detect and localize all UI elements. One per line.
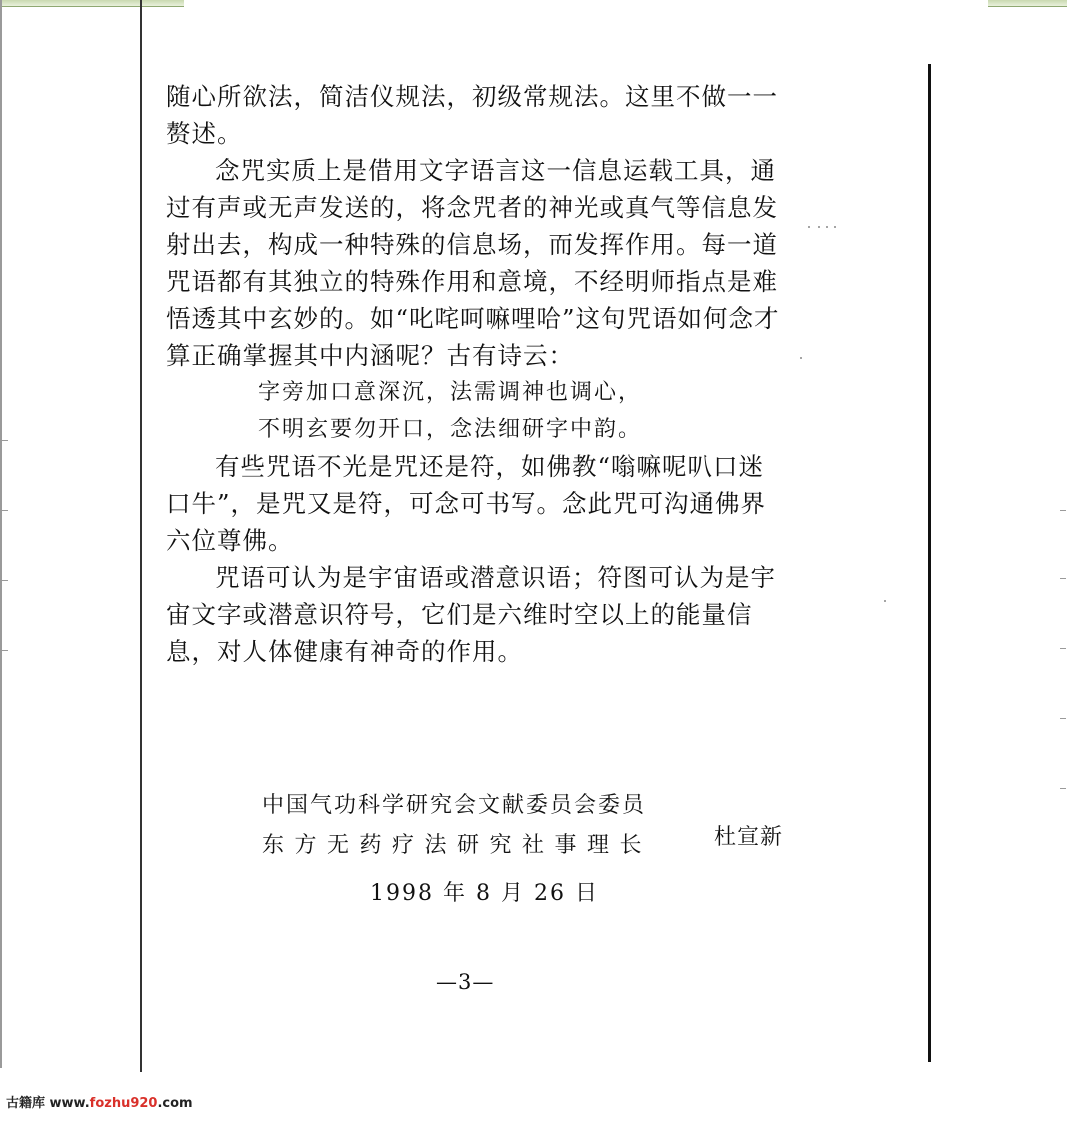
scan-speck (818, 226, 820, 228)
scan-speck (884, 600, 886, 602)
edge-tick (1060, 788, 1066, 789)
poem-line-1: 字旁加口意深沉，法需调神也调心， (258, 380, 643, 405)
scan-top-left-edge (0, 0, 184, 7)
paragraph-intro: 随心所欲法，简洁仪规法，初级常规法。这里不做一一赘述。 (166, 82, 778, 148)
edge-tick (1060, 648, 1066, 649)
scan-left-border (0, 0, 2, 1068)
scan-speck (834, 226, 836, 228)
edge-tick (2, 650, 8, 651)
page-left-rule (140, 0, 142, 1072)
edge-tick (2, 510, 8, 511)
edge-tick (1060, 510, 1066, 511)
scan-speck (826, 226, 828, 228)
page-number: —3— (436, 970, 495, 994)
scan-speck (800, 357, 802, 359)
edge-tick (2, 580, 8, 581)
poem-line-2: 不明玄要勿开口，念法细研字中韵。 (258, 417, 643, 442)
edge-tick (1060, 578, 1066, 579)
edge-tick (1060, 718, 1066, 719)
watermark-prefix: 古籍库 www. (6, 1096, 90, 1111)
paragraph-cosmic-language: 咒语可认为是宇宙语或潜意识语；符图可认为是宇宙文字或潜意识符号，它们是六维时空以上的能量信息，对人体健康有神奇的作用。 (166, 563, 776, 666)
signature-date: 1998 年 8 月 26 日 (370, 881, 599, 906)
signature-author-name: 杜宣新 (714, 825, 784, 850)
watermark-accent: fozhu920 (89, 1096, 158, 1111)
signature-title-1: 中国气功科学研究会文献委员会委员 (262, 793, 647, 818)
signature-title-2: 东方无药疗法研究社事理长 (262, 833, 653, 858)
scan-speck (808, 226, 810, 228)
page-body (166, 78, 786, 670)
scan-top-right-edge (988, 0, 1067, 7)
page-right-rule (928, 64, 931, 1062)
paragraph-mantra-talisman: 有些咒语不光是咒还是符，如佛教“嗡嘛呢叭口迷口牛”，是咒又是符，可念可书写。念此咒可沟通佛界六位尊佛。 (166, 452, 767, 555)
edge-tick (2, 440, 8, 441)
paragraph-mantra-nature: 念咒实质上是借用文字语言这一信息运载工具，通过有声或无声发送的，将念咒者的神光或真气等信息发射出去，构成一种特殊的信息场，而发挥作用。每一道咒语都有其独立的特殊作用和意境，不经明师指点是难悟透其中玄妙的。如“叱咤呵嘛哩哈”这句咒语如何念才算正确掌握其中内涵呢？古有诗云： (166, 156, 780, 370)
site-watermark[interactable] (6, 1092, 193, 1111)
watermark-suffix: .com (157, 1096, 193, 1111)
